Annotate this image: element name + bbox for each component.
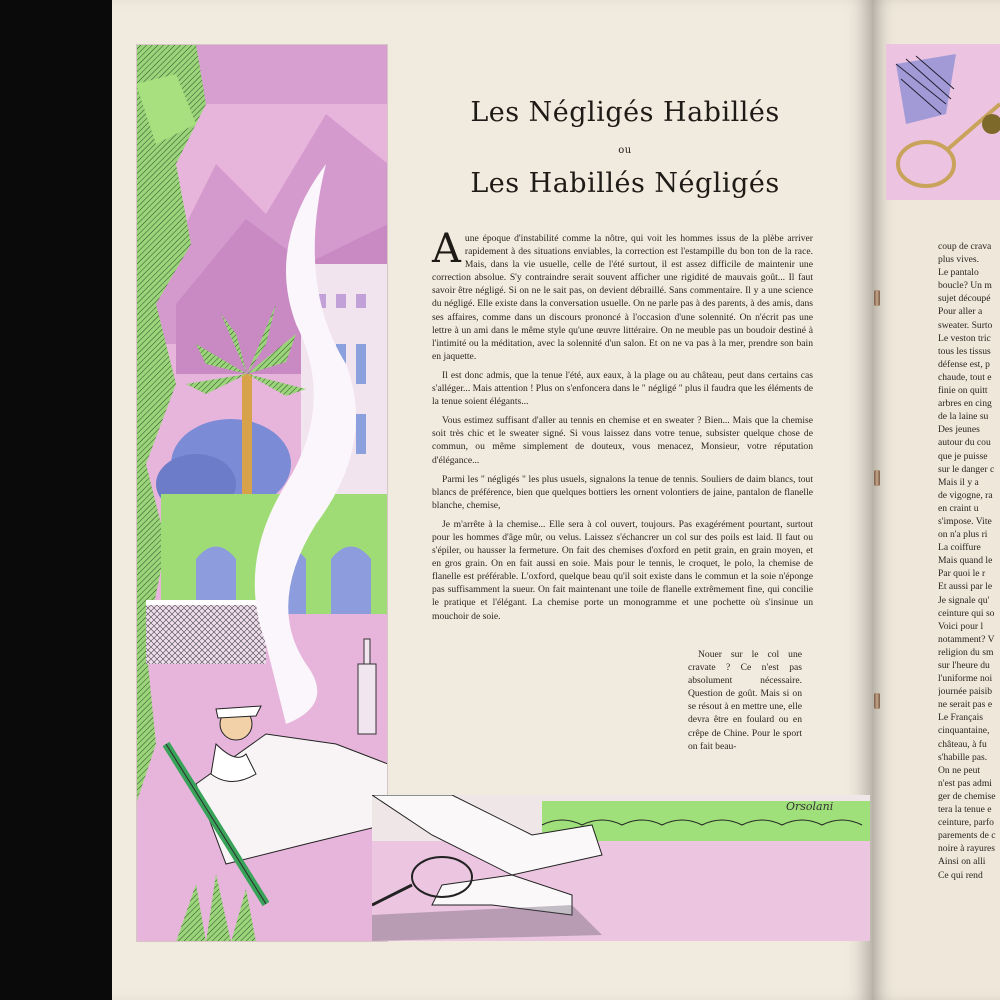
article-paragraph: Il est donc admis, que la tenue l'été, aux eaux, à la plage ou au château, peut dans certains cas s'alléger... Mais attention ! Plus on s'enfoncera dans le " négligé " plus il faudra que les éléments de la tenue soient élégants... [432,369,813,408]
right-page-line: de vigogne, ra [938,489,993,501]
right-page-line: sur le danger c [938,463,995,475]
article-paragraph: Aune époque d'instabilité comme la nôtre, qui voit les hommes issus de la plèbe arriver rapidement à des situations enviables, la correction est l'estampille du bon ton de la race. Mais, dans la vie usuelle, celle de l'été surtout, il est assez difficile de maintenir une correction absolue. S'y contraindre serait souvent afficher une rigidité de mauvais goût... Il faut savoir être négligé. Si on ne le sait pas, on devient débraillé. Sans commentaire. Il y a une science du négligé. Elle existe dans la conversation usuelle. On ne parle pas à des parents, à des amis, dans ses affaires, comme dans un discours prononcé à l'occasion d'une solennité. On n'écrit pas une lettre à un ami dans le même style qu'une œuvre littéraire. On ne meuble pas un boudoir destiné à l'intimité ou la méditation, avec la solennité d'un salon. Et on ne va pas à la mer, prendre son bain en jaquette. [432,226,813,362]
right-page-line: sweater. Surto [938,319,993,331]
article-paragraph: Je m'arrête à la chemise... Elle sera à col ouvert, toujours. Pas exagérément pourtant, surtout pour les hommes d'âge mûr, ou velus. Laissez s'échancrer un col sur des poils est laid. Il faut ou s'épiler, ou hausser la fermeture. On fait des chemises d'oxford en petit grain, en grain moyen, et en gros grain. On en fait aussi en soie. Mais pour le tennis, le croquet, le polo, la chemise de flanelle est préférable. L'oxford, quelque beau qu'il soit existe dans le commun et la soie n'éponge pas suffisamment la sueur. On fait maintenant une toile de flanelle extrêmement fine, qui concilie le pratique et l'élégant. La chemise porte un monogramme et une pochette où s'insinue un mouchoir de soie. [432,518,813,622]
artist-signature: Orsolani [786,800,834,813]
right-page-line: sujet découpé [938,293,991,305]
right-page-line: on n'a plus ri [938,529,988,541]
right-page-line: tous les tissus [938,345,991,357]
right-page-line: Pour aller a [938,306,983,318]
right-page-line: ger de chemise [938,790,996,802]
article-title-ou: ou [618,145,632,156]
right-page-line: Par quoi le r [938,568,986,580]
drop-cap: A [432,226,461,272]
right-page-line: que je puisse [938,450,988,462]
right-page-line: Mais il y a [938,476,979,488]
right-page-line: ne serait pas e [938,699,993,711]
right-page-line: l'uniforme noi [938,673,993,685]
right-page-line: en craint u [938,502,979,514]
right-page-line: noire à rayures [938,843,996,855]
tennis-illustration [136,44,388,942]
right-page-line: Des jeunes [938,424,980,436]
article-body [432,226,813,629]
right-page-line: finie on quitt [938,385,988,397]
right-page-line: de la laine su [938,411,989,423]
right-page-line: Je signale qu' [938,594,990,606]
right-page-line: religion du sm [938,646,994,658]
right-page-line: On ne peut [938,764,981,776]
right-page-line: plus vives. [938,254,980,266]
article-paragraph: Vous estimez suffisant d'aller au tennis en chemise et en sweater ? Bien... Mais que la chemise soit très chic et le sweater signé. Si vous laissez dans votre tenue, subsister quelque chose de commun, ou même simplement de douteux, vous menacez, Monsieur, votre réputation d'élégance... [432,415,813,466]
right-page-line: Ce qui rend [938,869,983,881]
article-paragraph: Nouer sur le col une cravate ? Ce n'est pas absolument nécessaire. Question de goût. Mais si on se résout à en mettre une, elle devra être en foulard ou en crêpe de Chine. Pour le sport on fait beau- [688,649,802,752]
right-page-line: sur l'heure du [938,660,990,671]
right-page-line: parements de c [938,830,996,842]
right-page-line: défense est, p [938,358,990,370]
right-page-illustration [886,44,1000,200]
right-page-line: Voici pour l [938,620,984,632]
right-page-line: s'habille pas. [938,751,988,763]
illustration-bottom-extension [372,795,870,941]
right-page-line: château, à fu [938,738,987,750]
right-page-line: Le veston tric [938,332,991,344]
staple [874,693,880,709]
right-page-line: Et aussi par le [938,581,993,593]
staple [874,470,880,486]
right-page-line: boucle? Un m [938,280,992,292]
right-page-line: n'est pas admi [938,777,992,789]
right-page-text [938,240,1000,882]
staple [874,290,880,306]
right-page-line: coup de crava [938,241,992,252]
right-page-line: arbres en cing [938,398,992,410]
right-page-line: Ainsi on alli [938,856,986,868]
right-page-line: notamment? V [938,633,995,645]
article-body-narrow [688,648,802,753]
article-paragraph: Parmi les " négligés " les plus usuels, signalons la tenue de tennis. Souliers de daim blancs, tout blancs de préférence, bien que quelques bottiers les ornent volontiers de jaine, pantalon de flanelle blanche, chemise, [432,473,813,511]
right-page-line: ceinture qui so [938,607,995,619]
right-page-line: La coiffure [938,542,981,554]
article-title-line2: Les Habillés Négligés [470,168,780,199]
right-page-line: autour du cou [938,437,991,449]
right-page-line: tera la tenue e [938,804,992,816]
article-title-line1: Les Négligés Habillés [470,97,780,128]
right-page-line: ceinture, parfo [938,817,994,829]
right-page-line: journée paisib [938,686,993,698]
right-page-line: s'impose. Vite [938,515,992,527]
right-page-line: Le Français [938,712,984,724]
right-page-line: Le pantalo [938,267,979,279]
right-page-line: Mais quand le [938,555,993,567]
right-page-line: chaude, tout e [938,371,992,383]
right-page-line: cinquantaine, [938,725,990,737]
